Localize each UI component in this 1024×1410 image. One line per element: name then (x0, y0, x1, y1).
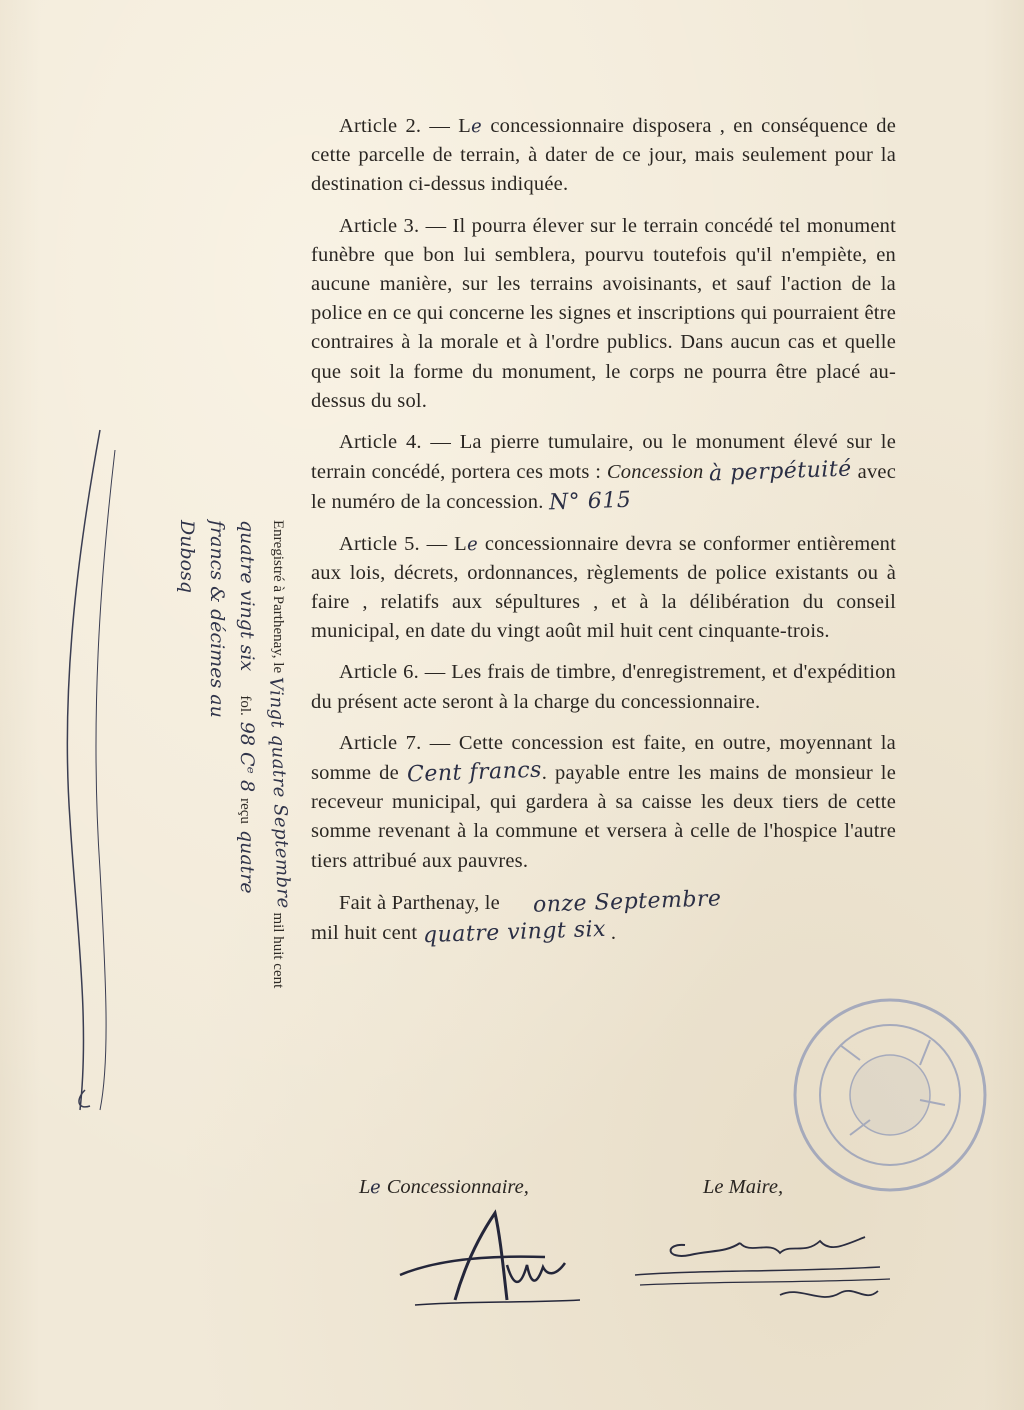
registration-recu-value: quatre (236, 829, 258, 894)
article-6 (311, 658, 896, 716)
article-2-handwritten: e (470, 115, 483, 138)
article-5 (311, 530, 896, 647)
registration-signature-dubosq: Dubosq (176, 520, 198, 593)
article-4-handwritten-term: à perpétuité (708, 456, 853, 487)
registration-hand-line-2 (206, 520, 228, 1120)
article-3-text: Article 3. — Il pourra élever sur le terrain concédé tel monument funèbre que bon lui semblera, pourvu toutefois qu'il n'empiète, en aucune manière, sur les terrains avoisinants, et sauf l'action de la police en ce qui concerne les signes et inscriptions qui pourraient être contraires à la morale et à l'ordre publics. Dans aucun cas et quelle que soit la forme du monument, le corps ne pourra être placé au-dessus du sol. (311, 214, 896, 412)
article-2-text: concessionnaire disposera , en conséquence de cette parcelle de terrain, à dater de ce jour, mais seulement pour la destination ci-dessus indiquée. (311, 115, 896, 196)
article-5-text: concessionnaire devra se conformer entièrement aux lois, décrets, ordonnances, règlements de police existants ou à faire , relatifs aux sépultures , et à la délibération du conseil municipal, en date du vingt août mil huit cent cinquante-trois. (311, 532, 896, 643)
registration-hand-2: francs & décimes au (206, 520, 228, 718)
article-4-handwritten-number: N° 615 (548, 488, 632, 516)
article-4 (311, 428, 896, 518)
article-2 (311, 112, 896, 200)
registration-printed-2: mil huit cent (270, 912, 286, 989)
concessionnaire-label (359, 1176, 529, 1199)
document-body (311, 112, 896, 948)
registration-hand-line-1 (236, 520, 258, 1120)
closing-date (311, 888, 896, 948)
concessionnaire-label-handwritten: e (370, 1176, 382, 1199)
closing-day-handwritten: onze Septembre (532, 886, 723, 918)
registration-hand-line-3 (176, 520, 198, 1120)
registration-fol-label: fol. (237, 695, 253, 716)
maire-signature (630, 1225, 910, 1315)
registration-hand-1: quatre vingt six (236, 520, 258, 672)
registration-date-handwritten: Vingt quatre Septembre (264, 676, 295, 909)
closing-year-pre: mil huit cent (311, 922, 423, 945)
closing-place: Fait à Parthenay, le (339, 891, 506, 914)
maire-label: Le Maire, (703, 1176, 784, 1198)
official-stamp (780, 985, 1000, 1205)
article-7 (311, 729, 896, 876)
article-7-text: . payable entre les mains de monsieur le receveur municipal, qui gardera à sa caisse les deux tiers de cette somme revenant à la commune et versera à celle de l'hospice l'autre tiers attribué aux pauvres. (311, 762, 896, 872)
registration-printed-1: Enregistré à Parthenay, le (270, 520, 286, 674)
registration-recu-label: reçu (237, 798, 253, 824)
article-6-text: Article 6. — Les frais de timbre, d'enregistrement, et d'expédition du présent acte seront à la charge du concessionnaire. (311, 661, 896, 713)
article-3 (311, 212, 896, 416)
article-2-pre: Article 2. — L (339, 115, 471, 137)
concessionnaire-signature (395, 1205, 595, 1310)
article-4-pre: Article 4. — La pierre tumulaire, ou le monument élevé sur le terrain concédé, portera ces mots : (311, 431, 896, 484)
concessionnaire-label-pre: L (359, 1176, 371, 1198)
registration-margin-note (170, 520, 295, 1120)
article-5-handwritten: e (466, 533, 479, 555)
registration-printed-line (264, 520, 295, 1120)
closing-year-handwritten: quatre vingt six (422, 916, 606, 949)
article-5-pre: Article 5. — L (339, 532, 467, 555)
article-4-mid: avec le numéro de la concession. (311, 461, 897, 514)
concessionnaire-label-text: Concessionnaire, (381, 1176, 529, 1198)
article-4-concession-word: Concession (606, 461, 704, 484)
article-7-handwritten-amount: Cent francs (406, 757, 543, 788)
margin-flourish (40, 420, 150, 1120)
registration-fol-value: 98 Cᵉ 8 (236, 721, 258, 793)
article-7-pre: Article 7. — Cette concession est faite, en outre, moyennant la somme de (311, 731, 896, 785)
closing-year-post: . (605, 922, 617, 945)
